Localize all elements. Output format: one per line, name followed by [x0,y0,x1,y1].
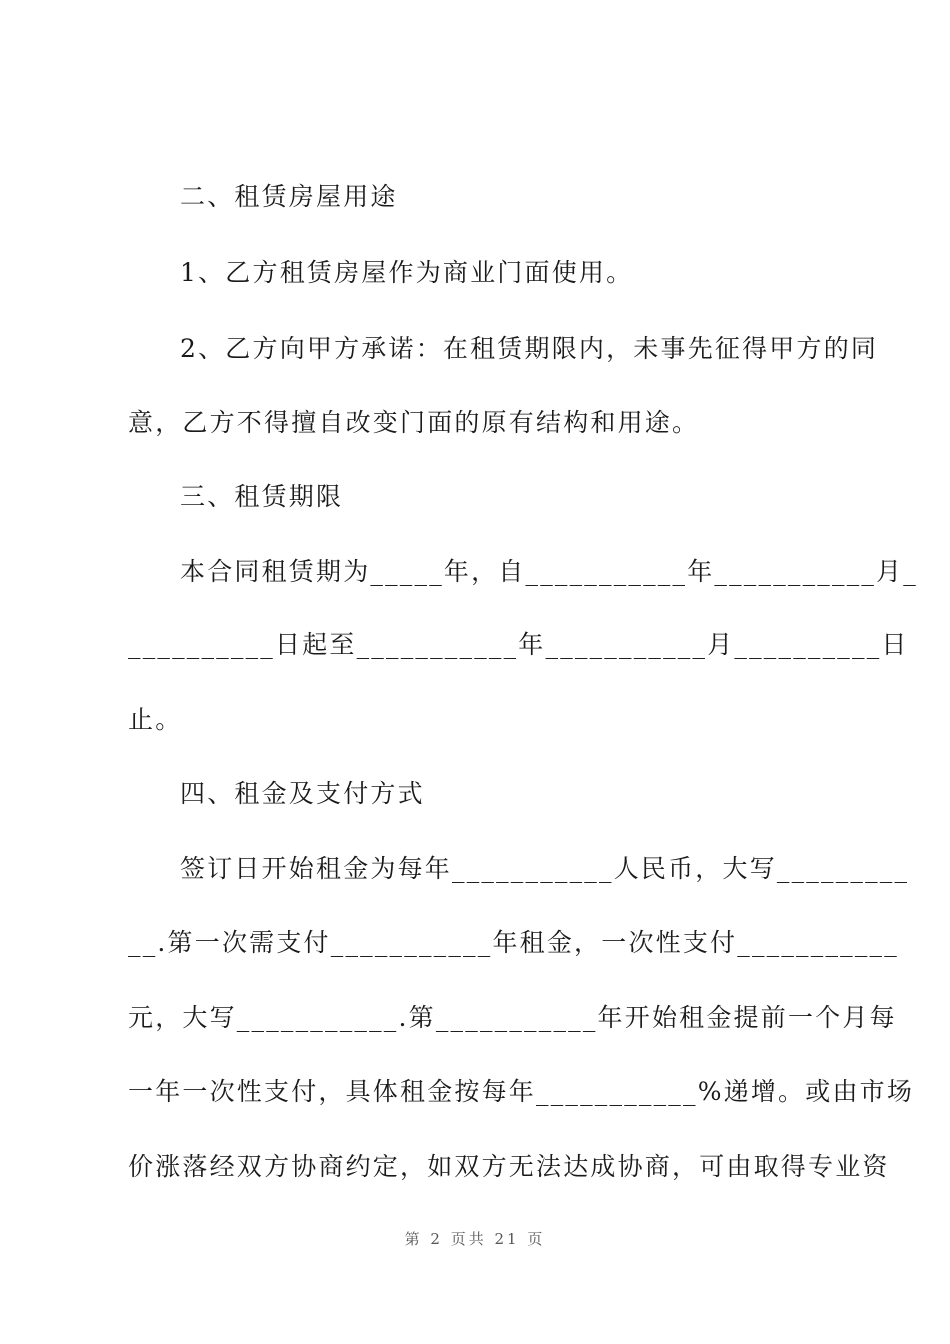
paragraph-line: 一年一次性支付，具体租金按每年___________%递增。或由市场 [128,1077,915,1106]
section-heading-3: 三、租赁期限 [180,482,344,511]
paragraph-line: 签订日开始租金为每年___________人民币，大写_________ [180,854,910,883]
paragraph-line: __.第一次需支付___________年租金，一次性支付___________ [128,928,899,957]
paragraph-line: 1、乙方租赁房屋作为商业门面使用。 [180,258,634,287]
paragraph-line: __________日起至___________年___________月__________日 [128,630,909,659]
paragraph-line: 意，乙方不得擅自改变门面的原有结构和用途。 [128,408,700,437]
paragraph-line: 止。 [128,705,183,734]
paragraph-line: 价涨落经双方协商约定，如双方无法达成协商，可由取得专业资 [128,1152,890,1181]
page-number-footer: 第 2 页共 21 页 [404,1230,546,1248]
paragraph-line: 2、乙方向甲方承诺：在租赁期限内，未事先征得甲方的同 [180,334,879,363]
paragraph-line: 本合同租赁期为_____年，自___________年___________月_ [180,557,919,586]
paragraph-line: 元，大写___________.第___________年开始租金提前一个月每 [128,1003,897,1032]
section-heading-2: 二、租赁房屋用途 [180,182,398,211]
section-heading-4: 四、租金及支付方式 [180,779,425,808]
